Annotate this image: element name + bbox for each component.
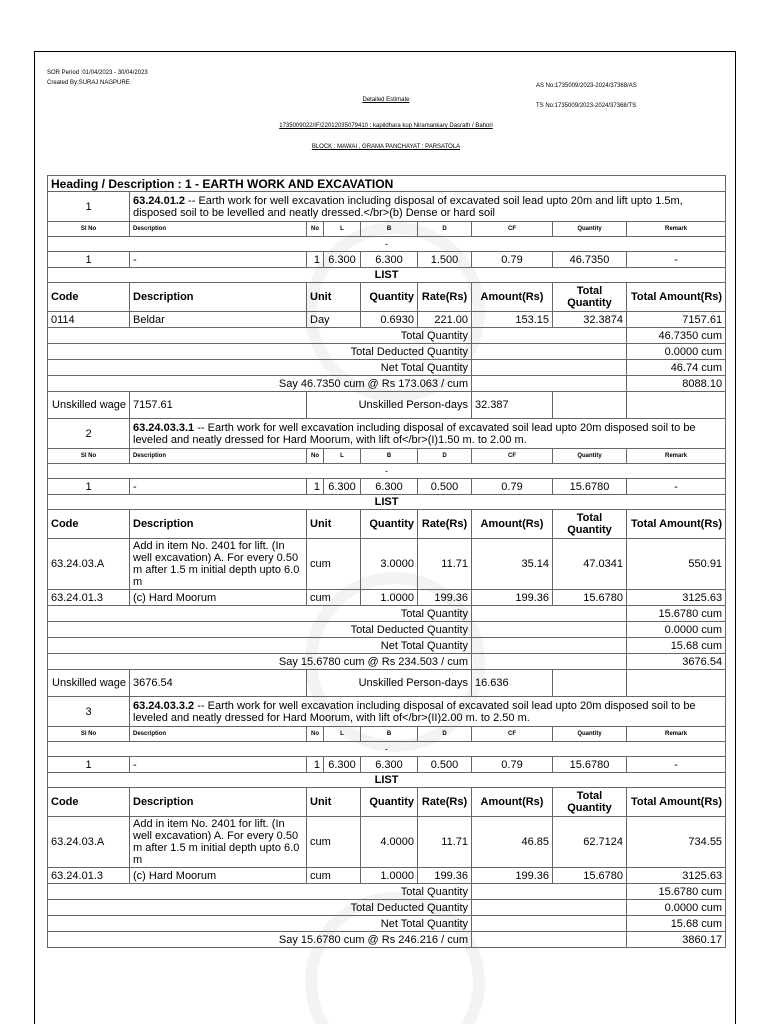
measurement-header-cell: No xyxy=(307,727,324,742)
list-header-total-quantity: Total Quantity xyxy=(553,283,627,312)
list-header-code: Code xyxy=(48,788,130,817)
measurement-cell-cf: 0.79 xyxy=(472,757,553,773)
total-quantity-label: Total Quantity xyxy=(48,328,472,344)
measurement-header xyxy=(48,449,726,464)
list-header-total-quantity: Total Quantity xyxy=(553,510,627,539)
measurement-cell-l: 6.300 xyxy=(324,252,361,268)
sor-period: SOR Period :01/04/2023 - 30/04/2023 xyxy=(47,70,148,76)
list-header-code: Code xyxy=(48,283,130,312)
net-total-quantity-row xyxy=(48,360,726,376)
item-description xyxy=(130,697,726,727)
total-deducted-quantity-row xyxy=(48,900,726,916)
measurement-header-cell: L xyxy=(324,222,361,237)
row-unit: Day xyxy=(307,312,361,328)
list-header-description: Description xyxy=(130,510,307,539)
dash-row: - xyxy=(48,237,726,252)
row-amount: 46.85 xyxy=(472,817,553,868)
measurement-header-cell: B xyxy=(361,449,418,464)
dash-row: - xyxy=(48,742,726,757)
list-header-amount: Amount(Rs) xyxy=(472,283,553,312)
measurement-cell-sl: 1 xyxy=(48,252,130,268)
list-header-total-quantity: Total Quantity xyxy=(553,788,627,817)
total-deducted-quantity-label: Total Deducted Quantity xyxy=(48,622,472,638)
as-number: AS No:1735009/2023-2024/37368/AS xyxy=(536,83,637,89)
measurement-cell-qty: 46.7350 xyxy=(553,252,627,268)
document-page xyxy=(34,51,736,1024)
measurement-cell-d: 0.500 xyxy=(418,757,472,773)
total-quantity-value: 15.6780 cum xyxy=(627,884,726,900)
row-total-quantity: 15.6780 xyxy=(553,868,627,884)
measurement-cell-qty: 15.6780 xyxy=(553,757,627,773)
measurement-cell-l: 6.300 xyxy=(324,757,361,773)
item-row xyxy=(48,697,726,727)
total-quantity-value: 46.7350 cum xyxy=(627,328,726,344)
item-text: -- Earth work for well excavation including disposal of excavated soil lead upto 20m and lift upto 1.5m, disposed soil to be levelled and neatly dressed.</br>(b) Dense or hard soil xyxy=(133,194,683,219)
measurement-header-cell: CF xyxy=(472,222,553,237)
say-row xyxy=(48,376,726,392)
say-amount: 3860.17 xyxy=(627,932,726,948)
row-quantity: 0.6930 xyxy=(361,312,418,328)
row-total-amount: 3125.63 xyxy=(627,590,726,606)
item-description xyxy=(130,192,726,222)
measurement-row xyxy=(48,757,726,773)
list-header xyxy=(48,788,726,817)
row-unit: cum xyxy=(307,590,361,606)
measurement-header-cell: No xyxy=(307,222,324,237)
say-row xyxy=(48,932,726,948)
list-header-quantity: Quantity xyxy=(361,283,418,312)
total-quantity-value: 15.6780 cum xyxy=(627,606,726,622)
row-total-amount: 7157.61 xyxy=(627,312,726,328)
row-amount: 35.14 xyxy=(472,539,553,590)
total-deducted-quantity-value: 0.0000 cum xyxy=(627,900,726,916)
measurement-cell-remark: - xyxy=(627,479,726,495)
measurement-cell-remark: - xyxy=(627,757,726,773)
measurement-cell-desc: - xyxy=(130,479,307,495)
measurement-cell-b: 6.300 xyxy=(361,757,418,773)
unskilled-person-days-value: 16.636 xyxy=(472,670,553,697)
row-description: (c) Hard Moorum xyxy=(130,868,307,884)
item-code: 63.24.03.3.1 xyxy=(133,421,195,434)
total-deducted-quantity-label: Total Deducted Quantity xyxy=(48,344,472,360)
say-amount: 3676.54 xyxy=(627,654,726,670)
list-header-rate: Rate(Rs) xyxy=(418,510,472,539)
total-quantity-label: Total Quantity xyxy=(48,606,472,622)
row-rate: 11.71 xyxy=(418,817,472,868)
row-unit: cum xyxy=(307,817,361,868)
measurement-cell-d: 1.500 xyxy=(418,252,472,268)
list-header-unit: Unit xyxy=(307,283,361,312)
row-unit: cum xyxy=(307,539,361,590)
row-description: Beldar xyxy=(130,312,307,328)
item-text: -- Earth work for well excavation including disposal of excavated soil lead upto 20m disposed soil to be leveled and neatly dressed for Hard Moorum, with lift of</br>(I)1.50 m. to 2.00 m. xyxy=(133,421,696,446)
created-by: Created By:SURAJ NAGPURE xyxy=(47,80,130,86)
list-label: LIST xyxy=(48,773,726,788)
list-header-description: Description xyxy=(130,788,307,817)
net-total-quantity-value: 46.74 cum xyxy=(627,360,726,376)
net-total-quantity-value: 15.68 cum xyxy=(627,638,726,654)
list-header-total-amount: Total Amount(Rs) xyxy=(627,510,726,539)
measurement-header-cell: D xyxy=(418,727,472,742)
measurement-header xyxy=(48,727,726,742)
row-total-quantity: 15.6780 xyxy=(553,590,627,606)
row-amount: 153.15 xyxy=(472,312,553,328)
measurement-cell-cf: 0.79 xyxy=(472,252,553,268)
row-quantity: 1.0000 xyxy=(361,590,418,606)
estimate-table xyxy=(47,175,726,948)
measurement-header-cell: Description xyxy=(130,727,307,742)
unskilled-wage-value: 7157.61 xyxy=(130,392,307,419)
list-header-unit: Unit xyxy=(307,510,361,539)
net-total-quantity-label: Net Total Quantity xyxy=(48,360,472,376)
row-total-quantity: 32.3874 xyxy=(553,312,627,328)
list-header-rate: Rate(Rs) xyxy=(418,283,472,312)
measurement-cell-b: 6.300 xyxy=(361,479,418,495)
row-code: 63.24.03.A xyxy=(48,539,130,590)
list-label: LIST xyxy=(48,495,726,510)
total-deducted-quantity-label: Total Deducted Quantity xyxy=(48,900,472,916)
measurement-row xyxy=(48,479,726,495)
total-quantity-row xyxy=(48,884,726,900)
list-row xyxy=(48,312,726,328)
measurement-header-cell: D xyxy=(418,222,472,237)
measurement-header-cell: Quantity xyxy=(553,727,627,742)
total-quantity-label: Total Quantity xyxy=(48,884,472,900)
item-description xyxy=(130,419,726,449)
net-total-quantity-row xyxy=(48,916,726,932)
item-row xyxy=(48,192,726,222)
item-row xyxy=(48,419,726,449)
unskilled-row xyxy=(48,392,726,419)
measurement-header-cell: B xyxy=(361,222,418,237)
measurement-cell-no: 1 xyxy=(307,757,324,773)
total-deducted-quantity-value: 0.0000 cum xyxy=(627,622,726,638)
item-number: 1 xyxy=(48,192,130,222)
measurement-cell-cf: 0.79 xyxy=(472,479,553,495)
row-amount: 199.36 xyxy=(472,868,553,884)
header-left xyxy=(47,68,148,88)
row-rate: 221.00 xyxy=(418,312,472,328)
unskilled-wage-label: Unskilled wage xyxy=(48,392,130,419)
measurement-header-cell: Remark xyxy=(627,222,726,237)
unskilled-wage-label: Unskilled wage xyxy=(48,670,130,697)
measurement-header-cell: Remark xyxy=(627,727,726,742)
list-row xyxy=(48,868,726,884)
measurement-header-cell: Remark xyxy=(627,449,726,464)
list-row xyxy=(48,817,726,868)
row-code: 63.24.03.A xyxy=(48,817,130,868)
item-text: -- Earth work for well excavation including disposal of excavated soil lead upto 20m disposed soil to be leveled and neatly dressed for Hard Moorum, with lift of</br>(II)2.00 m. to 2.50 m. xyxy=(133,699,696,724)
list-header-amount: Amount(Rs) xyxy=(472,788,553,817)
list-header xyxy=(48,510,726,539)
measurement-header-cell: Sl No xyxy=(48,222,130,237)
list-header-total-amount: Total Amount(Rs) xyxy=(627,283,726,312)
row-code: 63.24.01.3 xyxy=(48,868,130,884)
measurement-cell-desc: - xyxy=(130,252,307,268)
measurement-header-cell: Quantity xyxy=(553,449,627,464)
list-header-quantity: Quantity xyxy=(361,510,418,539)
row-description: Add in item No. 2401 for lift. (In well excavation) A. For every 0.50 m after 1.5 m initial depth upto 6.0 m xyxy=(130,539,307,590)
unskilled-person-days-label: Unskilled Person-days xyxy=(307,670,472,697)
row-quantity: 3.0000 xyxy=(361,539,418,590)
total-quantity-row xyxy=(48,606,726,622)
measurement-header-cell: CF xyxy=(472,449,553,464)
net-total-quantity-row xyxy=(48,638,726,654)
net-total-quantity-label: Net Total Quantity xyxy=(48,638,472,654)
block-info: BLOCK : MAWAI , GRAMA PANCHAYAT : PARSATOLA xyxy=(311,144,461,150)
unskilled-row xyxy=(48,670,726,697)
item-number: 2 xyxy=(48,419,130,449)
total-deducted-quantity-row xyxy=(48,622,726,638)
measurement-header-cell: Description xyxy=(130,449,307,464)
row-total-amount: 3125.63 xyxy=(627,868,726,884)
row-code: 63.24.01.3 xyxy=(48,590,130,606)
heading-description: Heading / Description : 1 - EARTH WORK AND EXCAVATION xyxy=(48,176,726,192)
unskilled-person-days-value: 32.387 xyxy=(472,392,553,419)
row-total-amount: 550.91 xyxy=(627,539,726,590)
total-quantity-row xyxy=(48,328,726,344)
item-code: 63.24.03.3.2 xyxy=(133,699,195,712)
measurement-header-cell: CF xyxy=(472,727,553,742)
list-header-rate: Rate(Rs) xyxy=(418,788,472,817)
row-description: (c) Hard Moorum xyxy=(130,590,307,606)
row-total-amount: 734.55 xyxy=(627,817,726,868)
list-header-amount: Amount(Rs) xyxy=(472,510,553,539)
total-deducted-quantity-value: 0.0000 cum xyxy=(627,344,726,360)
total-deducted-quantity-row xyxy=(48,344,726,360)
row-total-quantity: 47.0341 xyxy=(553,539,627,590)
net-total-quantity-label: Net Total Quantity xyxy=(48,916,472,932)
measurement-cell-no: 1 xyxy=(307,252,324,268)
measurement-header-cell: L xyxy=(324,449,361,464)
measurement-header-cell: No xyxy=(307,449,324,464)
list-header-unit: Unit xyxy=(307,788,361,817)
list-header-code: Code xyxy=(48,510,130,539)
measurement-row xyxy=(48,252,726,268)
measurement-cell-b: 6.300 xyxy=(361,252,418,268)
row-unit: cum xyxy=(307,868,361,884)
unskilled-wage-value: 3676.54 xyxy=(130,670,307,697)
document-title: Detailed Estimate xyxy=(362,97,410,103)
row-description: Add in item No. 2401 for lift. (In well excavation) A. For every 0.50 m after 1.5 m initial depth upto 6.0 m xyxy=(130,817,307,868)
item-number: 3 xyxy=(48,697,130,727)
say-amount: 8088.10 xyxy=(627,376,726,392)
say-rate: Say 46.7350 cum @ Rs 173.063 / cum xyxy=(48,376,472,392)
measurement-cell-remark: - xyxy=(627,252,726,268)
measurement-header-cell: Sl No xyxy=(48,727,130,742)
measurement-header-cell: Sl No xyxy=(48,449,130,464)
row-amount: 199.36 xyxy=(472,590,553,606)
row-rate: 11.71 xyxy=(418,539,472,590)
say-rate: Say 15.6780 cum @ Rs 234.503 / cum xyxy=(48,654,472,670)
row-rate: 199.36 xyxy=(418,868,472,884)
work-name: 1735009022/IF/22012035079410 : kapildhara kup Niramankary Dasrath / Bahori xyxy=(279,123,493,129)
measurement-header-cell: Quantity xyxy=(553,222,627,237)
row-quantity: 1.0000 xyxy=(361,868,418,884)
row-quantity: 4.0000 xyxy=(361,817,418,868)
measurement-header-cell: Description xyxy=(130,222,307,237)
say-rate: Say 15.6780 cum @ Rs 246.216 / cum xyxy=(48,932,472,948)
list-header-description: Description xyxy=(130,283,307,312)
list-label: LIST xyxy=(48,268,726,283)
header-right xyxy=(536,76,637,116)
dash-row: - xyxy=(48,464,726,479)
list-row xyxy=(48,590,726,606)
list-header xyxy=(48,283,726,312)
measurement-header-cell: B xyxy=(361,727,418,742)
unskilled-person-days-label: Unskilled Person-days xyxy=(307,392,472,419)
list-row xyxy=(48,539,726,590)
measurement-cell-no: 1 xyxy=(307,479,324,495)
row-code: 0114 xyxy=(48,312,130,328)
measurement-header-cell: L xyxy=(324,727,361,742)
measurement-header xyxy=(48,222,726,237)
measurement-header-cell: D xyxy=(418,449,472,464)
measurement-cell-l: 6.300 xyxy=(324,479,361,495)
item-code: 63.24.01.2 xyxy=(133,194,185,207)
ts-number: TS No:1735009/2023-2024/37368/TS xyxy=(536,103,637,109)
measurement-cell-d: 0.500 xyxy=(418,479,472,495)
row-rate: 199.36 xyxy=(418,590,472,606)
measurement-cell-qty: 15.6780 xyxy=(553,479,627,495)
say-row xyxy=(48,654,726,670)
row-total-quantity: 62.7124 xyxy=(553,817,627,868)
net-total-quantity-value: 15.68 cum xyxy=(627,916,726,932)
measurement-cell-desc: - xyxy=(130,757,307,773)
list-header-total-amount: Total Amount(Rs) xyxy=(627,788,726,817)
measurement-cell-sl: 1 xyxy=(48,757,130,773)
list-header-quantity: Quantity xyxy=(361,788,418,817)
measurement-cell-sl: 1 xyxy=(48,479,130,495)
